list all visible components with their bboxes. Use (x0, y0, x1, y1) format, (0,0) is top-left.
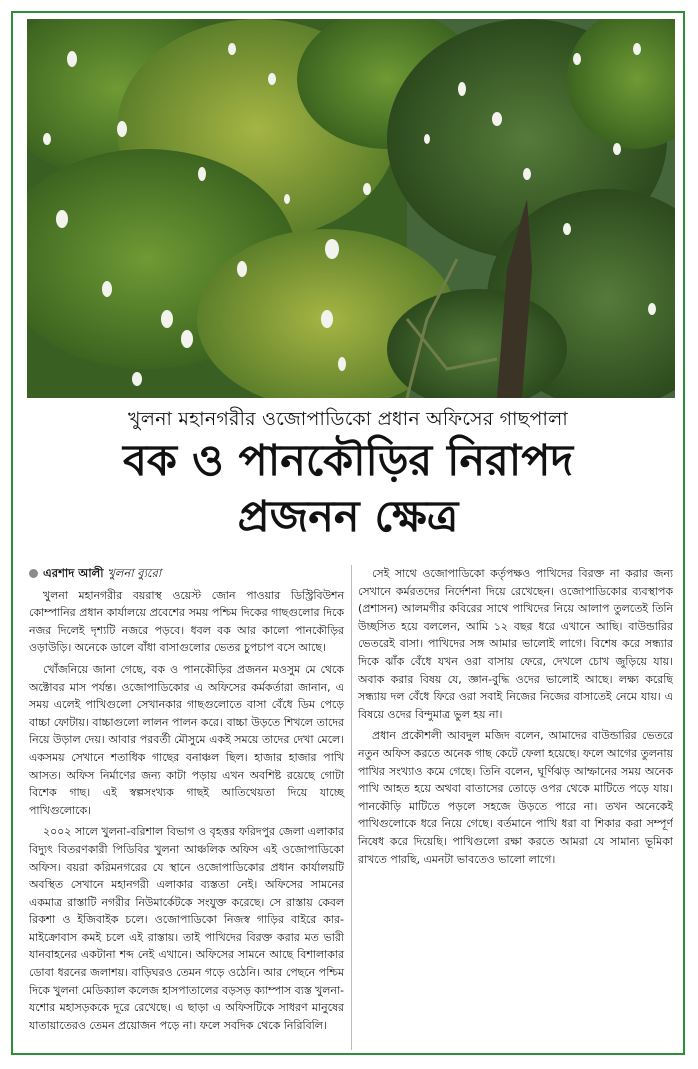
byline (29, 565, 344, 583)
headline-kicker: খুলনা মহানগরীর ওজোপাডিকো প্রধান অফিসের গাছপালা (128, 408, 568, 430)
article-paragraph: খোঁজনিয়ে জানা গেছে, বক ও পানকৌড়ির প্রজনন মওসুম মে থেকে অক্টোবর মাস পর্যন্ত। ওজোপাডিকোর এ অফিসের কর্মকর্তারা জানান, এ সময় এলেই পাখিগুলো সেখানকার গাছগুলোতে বাসা বেঁধে ডিম পেড়ে বাচ্চা ফোটায়। বাচ্চাগুলো লালন পালন করে। বাচ্চা উড়তে শিখলে তাদের নিয়ে উড়াল দেয়। আবার পরবর্তী মৌসুমে একই সময়ে তাদের দেখা মেলে। একসময় সেখানে শতাধিক গাছের বনাঞ্চল ছিল। হাজার হাজার পাখি আসত। অফিস নির্মাণের জন্য কাটা পড়ায় এখন অবশিষ্ট রয়েছে গোটা বিশেক গাছ। এই স্বল্পসংখ্যক গাছই আতিথেয়তা দিয়ে যাচ্ছে পাখিগুলোকে। (29, 662, 344, 817)
headline-line-1: বক ও পানকৌড়ির নিরাপদ (122, 436, 574, 486)
article-paragraph: ২০০২ সালে খুলনা-বরিশাল বিভাগ ও বৃহত্তর ফরিদপুর জেলা এলাকার বিদ্যুৎ বিতরণকারী পিডিবির খুলনা আঞ্চলিক অফিস এই ওজোপাডিকো অফিস। বয়রা করিমনগরের যে স্থানে ওজোপাডিকোর প্রধান কার্যালয়টি অবস্থিত সেখানে মহানগরী এলাকার ব্যস্ততা নেই। অফিসের সামনের একমাত্র রাস্তাটি নগরীর নিউমার্কেটকে সংযুক্ত করেছে। সে রাস্তায় কেবল রিকশা ও ইজিবাইক চলে। ওজোপাডিকো নিজস্ব গাড়ির বাইরে কার-মাইক্রোবাস কমই চলে এই রাস্তায়। তাই পাখিদের বিরক্ত করার মত ভারী যানবাহনের একটানা শব্দ নেই এখানে। অফিসের সামনে আছে বিশালাকার ডোবা ধরনের জলাশয়। বাড়িঘরও তেমন গড়ে ওঠেনি। আর পেছনে পশ্চিম দিকে খুলনা মেডিক্যাল কলেজ হাসপাতালের বড়সড় ক্যাম্পাস ব্যস্ত খুলনা-যশোর মহাসড়ককে দূরে রেখেছে। এ ছাড়া এ অফিসটিকে সাধরণ মানুষের যাতায়াতেরও তেমন প্রয়োজন পড়ে না। ফলে সবদিক থেকে নিরিবিলি। (29, 825, 345, 1032)
article-body (29, 565, 673, 1050)
article-paragraph: সেই সাথে ওজোপাডিকো কর্তৃপক্ষও পাখিদের বিরক্ত না করার জন্য সেখানে কর্মরতদের নির্দেশনা দিয়ে রেখেছেন। ওজোপাডিকোর ব্যবস্থাপক (প্রশাসন) আলমগীর কবিরের সাথে পাখিদের নিয়ে আলাপ তুলতেই তিনি উচ্ছসিত হয়ে বললেন, আমি ১২ বছর ধরে এখানে আছি। বাউন্ডারির ভেতরেই বাসা। পাখিদের সঙ্গ আমার ভালোই লাগে। বিশেষ করে সন্ধ্যার দিকে ঝাঁক বেঁধে যখন ওরা বাসায় ফেরে, দেখলে চোখ জুড়িয়ে যায়। অবাক করার বিষয় যে, জ্ঞান-বুদ্ধি ওদের ভালোই আছে। লক্ষ্য করেছি সন্ধ্যায় দল বেঁধে ফিরে ওরা সবাই নিজের নিজের বাসাতেই নেমে যায়। এ বিষয়ে ওদের বিন্দুমাত্র ভুল হয় না। (358, 567, 673, 721)
headline (13, 433, 683, 545)
bureau-name: খুলনা ব্যুরো (107, 566, 162, 580)
article-paragraph: প্রধান প্রকৌশলী আবদুল মজিদ বলেন, আমাদের বাউন্ডারির ভেতরে নতুন অফিস করতে অনেক গাছ কেটে ফেলা হয়েছে। ফলে আগের তুলনায় পাখির সংখ্যাও কমে গেছে। তিনি বলেন, ঘূর্ণিঝড় আম্ফানের সময় অনেক পাখি আহত হয়ে অথবা বাতাসের তোড়ে ওপর থেকে মাটিতে পড়ে যায়। পানকৌড়ি মাটিতে পড়লে সহজে উড়তে পারে না। তখন অনেকেই পাখিগুলোকে ধরে নিয়ে গেছে। বর্তমানে পাখি ধরা বা শিকার করা সম্পূর্ণ নিষেধ করে দিয়েছি। পাখিগুলো রক্ষা করতে আমরা যে সামান্য ভূমিকা রাখতে পারছি, এমনটা ভাবতেও ভালো লাগে। (358, 729, 673, 866)
article-paragraph: খুলনা মহানগরীর বয়রাস্থ ওয়েস্ট জোন পাওয়ার ডিস্ট্রিবিউশন কোম্পানির প্রধান কার্যালয়ে প্রবেশের সময় পশ্চিম দিকের গাছগুলোর দিকে নজর দিলেই দৃশ্যটি নজরে পড়বে। ধবল বক আর কালো পানকৌড়ির ওড়াউড়ি। অনেকে ডালে বাঁধা বাসাগুলোর ভেতর চুপচাপ বসে আছে। (29, 588, 344, 655)
bullet-icon (29, 569, 38, 578)
newspaper-clipping (11, 11, 685, 1055)
headline-line-2: প্রজনন ক্ষেত্র (237, 492, 459, 542)
tree-photo-illustration (27, 19, 675, 398)
author-name: এরশাদ আলী (43, 566, 104, 580)
tree-photo-with-birds (27, 19, 675, 398)
